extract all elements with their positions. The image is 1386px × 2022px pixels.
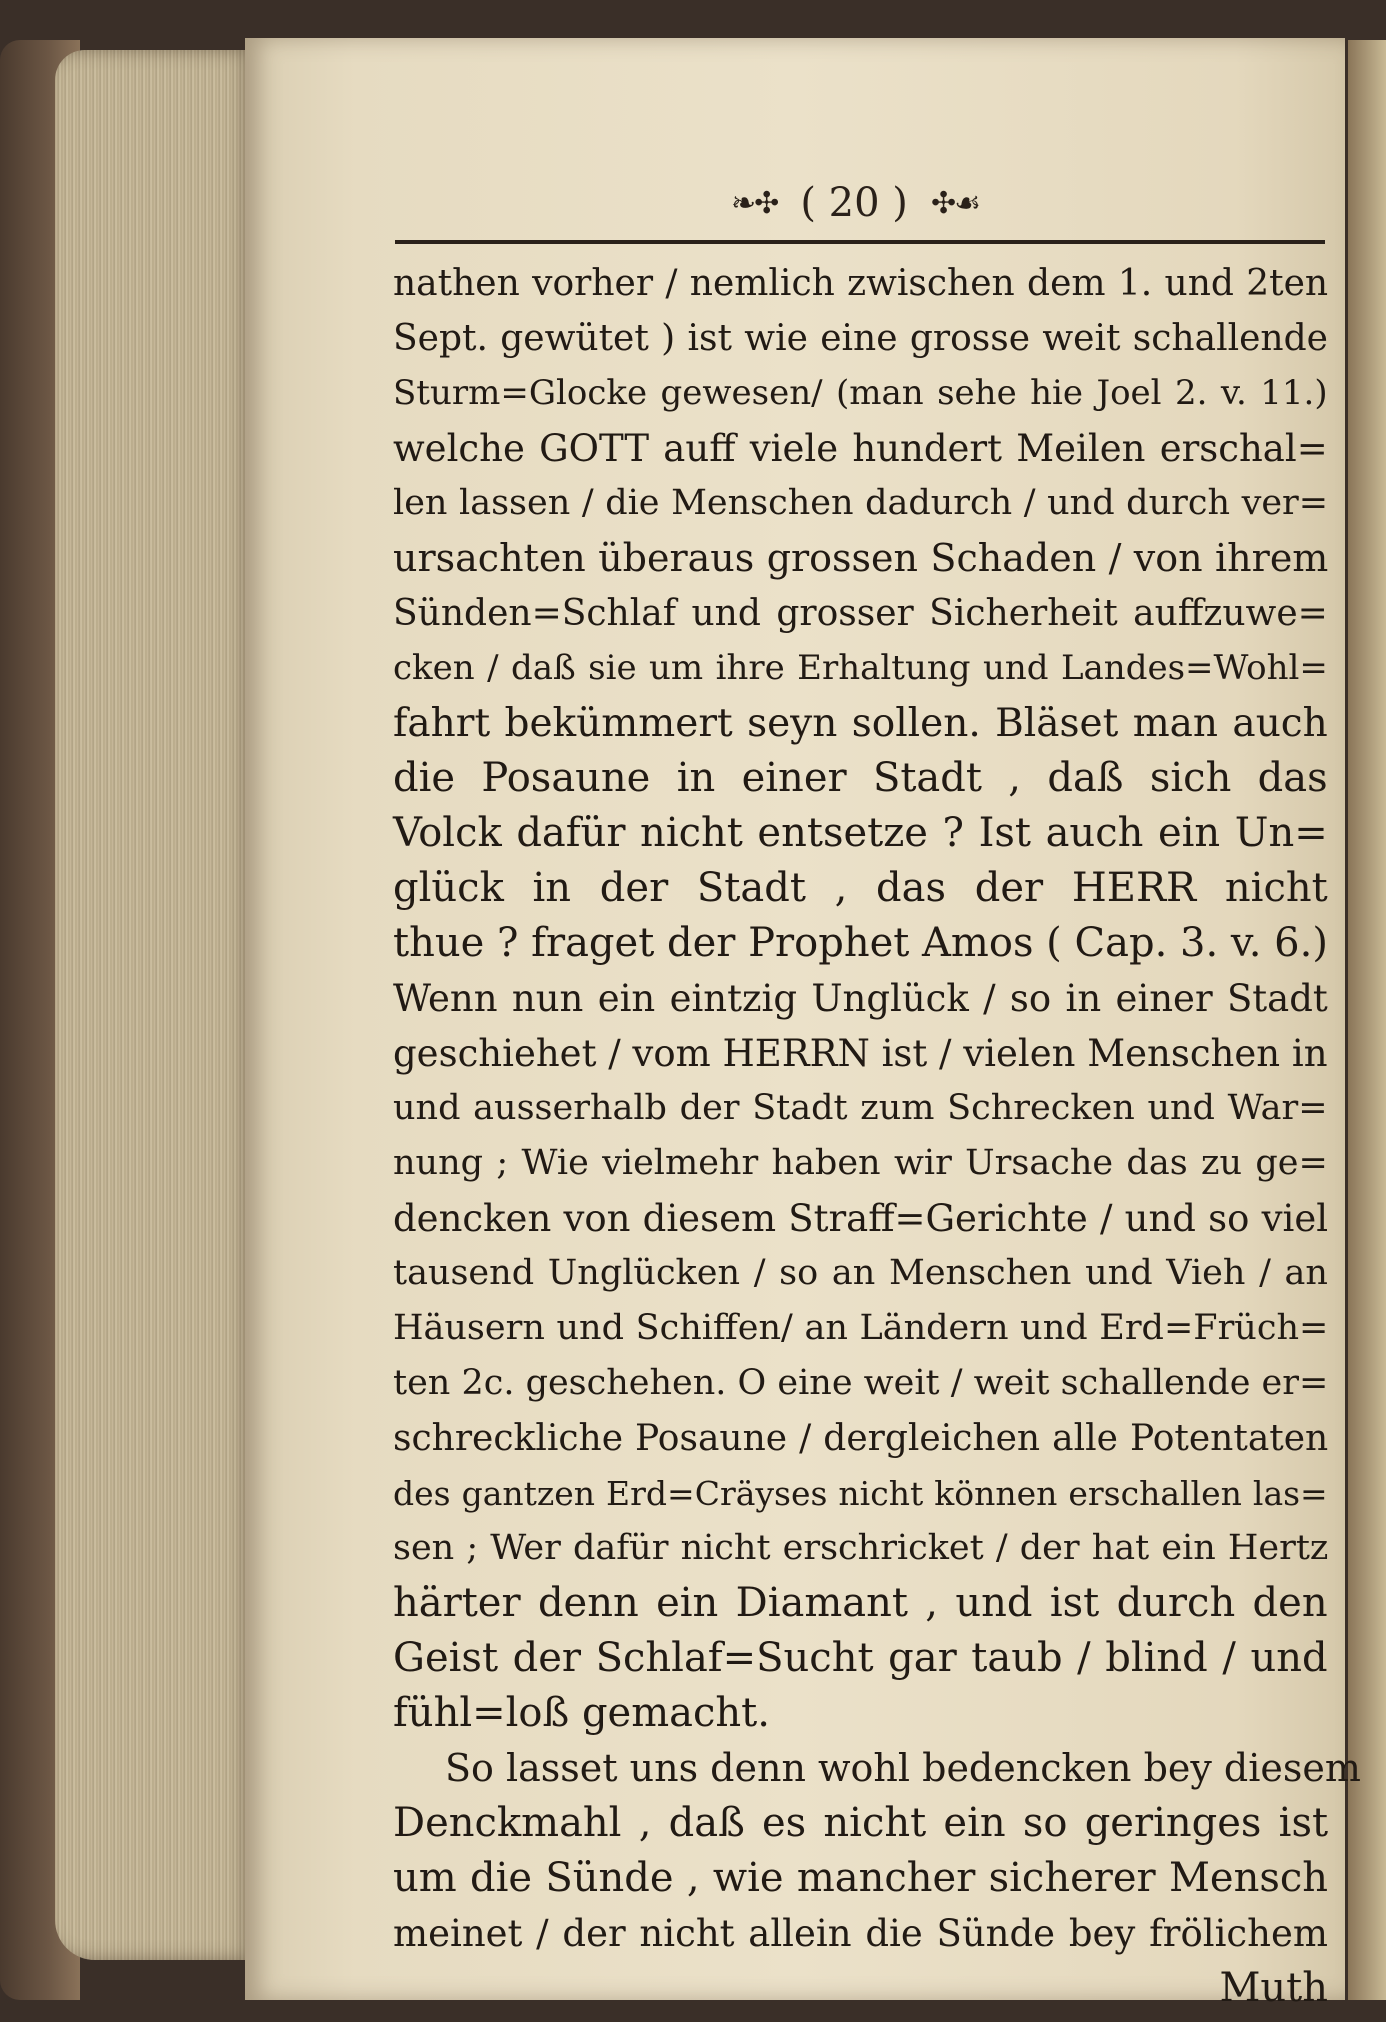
text-line: cken / daß sie um ihre Erhaltung und Landes=Wohl= bbox=[393, 648, 1328, 688]
page-header bbox=[395, 180, 1315, 240]
text-line: Sünden=Schlaf und grosser Sicherheit auffzuwe= bbox=[393, 593, 1328, 634]
text-line: Wenn nun ein eintzig Unglück / so in einer Stadt bbox=[393, 977, 1328, 1020]
catchword: Muth bbox=[1219, 1965, 1328, 2011]
text-line: Denckmahl , daß es nicht ein so geringes ist bbox=[393, 1800, 1329, 1846]
page-number: ( 20 ) bbox=[800, 180, 908, 226]
text-line: fühl=loß gemacht. bbox=[393, 1690, 770, 1736]
text-line: geschiehet / vom HERRN ist / vielen Menschen in bbox=[393, 1032, 1328, 1075]
text-line: nathen vorher / nemlich zwischen dem 1. und 2ten bbox=[393, 263, 1329, 304]
text-line: und ausserhalb der Stadt zum Schrecken und War= bbox=[393, 1088, 1328, 1128]
text-line: Sept. gewütet ) ist wie eine grosse weit schallende bbox=[393, 318, 1328, 359]
text-line: Häusern und Schiffen/ an Ländern und Erd=Früch= bbox=[393, 1308, 1329, 1348]
text-line: um die Sünde , wie mancher sicherer Mensch bbox=[393, 1855, 1329, 1901]
text-line: ten 2c. geschehen. O eine weit / weit schallende er= bbox=[393, 1363, 1329, 1403]
right-ornament-icon: ✣☙ bbox=[930, 185, 980, 221]
text-line: dencken von diesem Straff=Gerichte / und so viel bbox=[393, 1197, 1329, 1240]
text-line: die Posaune in einer Stadt , daß sich das bbox=[393, 755, 1328, 801]
text-line: Sturm=Glocke gewesen/ (man sehe hie Joel 2. v. 11.) bbox=[393, 373, 1328, 413]
text-line: ursachten überaus grossen Schaden / von ihrem bbox=[393, 536, 1329, 580]
text-line: fahrt bekümmert seyn sollen. Bläset man auch bbox=[393, 701, 1328, 746]
text-line: glück in der Stadt , das der HERR nicht bbox=[393, 865, 1328, 911]
left-ornament-icon: ❧✣ bbox=[730, 185, 778, 221]
facing-page-edge bbox=[1348, 40, 1386, 2000]
text-line: tausend Unglücken / so an Menschen und Vieh / an bbox=[393, 1253, 1328, 1293]
text-line: thue ? fraget der Prophet Amos ( Cap. 3. v. 6.) bbox=[393, 920, 1328, 966]
text-line: meinet / der nicht allein die Sünde bey frölichem bbox=[393, 1912, 1328, 1955]
text-line: nung ; Wie vielmehr haben wir Ursache das zu ge= bbox=[393, 1143, 1328, 1183]
text-line: len lassen / die Menschen dadurch / und durch ver= bbox=[393, 483, 1329, 523]
text-line: Volck dafür nicht entsetze ? Ist auch ein Un= bbox=[393, 810, 1328, 856]
text-line: des gantzen Erd=Cräyses nicht können erschallen las= bbox=[393, 1474, 1328, 1513]
body-text bbox=[393, 256, 1361, 2016]
text-line: schreckliche Posaune / dergleichen alle Potentaten bbox=[393, 1418, 1329, 1459]
text-line: sen ; Wer dafür nicht erschricket / der hat ein Hertz bbox=[393, 1528, 1329, 1568]
page-edges bbox=[55, 50, 255, 1960]
text-line: Geist der Schlaf=Sucht gar taub / blind / und bbox=[393, 1635, 1328, 1681]
text-line: So lasset uns denn wohl bedencken bey diesem bbox=[445, 1746, 1361, 1790]
text-line: härter denn ein Diamant , und ist durch den bbox=[393, 1580, 1328, 1626]
text-line: welche GOTT auff viele hundert Meilen erschal= bbox=[393, 427, 1328, 470]
header-rule bbox=[395, 240, 1325, 244]
